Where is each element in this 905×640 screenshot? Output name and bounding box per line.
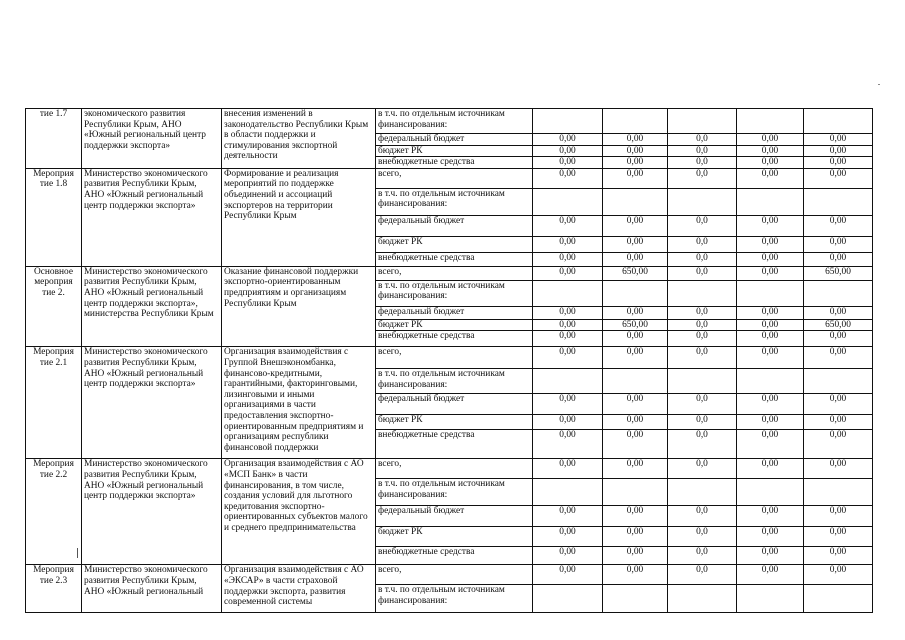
amount-cell: [804, 109, 873, 134]
funding-source-cell: бюджет РК: [376, 319, 533, 331]
amount-cell: 0,0: [668, 306, 737, 319]
amount-cell: 0,00: [804, 252, 873, 266]
amount-cell: 0,0: [668, 157, 737, 169]
table-row: [26, 459, 873, 479]
amount-cell: 0,00: [804, 331, 873, 347]
measure-id-cell: Основное мероприя тие 2.: [26, 266, 82, 347]
funding-source-cell: федеральный бюджет: [376, 306, 533, 319]
executor-cell: экономического развития Республики Крым, АНО «Южный региональный центр поддержки экспорта»: [82, 109, 222, 169]
amount-cell: 0,00: [603, 157, 668, 169]
funding-source-cell: всего,: [376, 565, 533, 585]
amount-cell: 0,0: [668, 459, 737, 479]
funding-source-cell: внебюджетные средства: [376, 331, 533, 347]
amount-cell: 0,00: [603, 331, 668, 347]
amount-cell: 0,00: [533, 215, 603, 236]
amount-cell: 0,0: [668, 252, 737, 266]
amount-cell: 0,00: [603, 134, 668, 146]
amount-cell: 0,00: [603, 459, 668, 479]
amount-cell: 0,00: [737, 145, 804, 157]
funding-source-cell: внебюджетные средства: [376, 157, 533, 169]
amount-cell: [603, 188, 668, 215]
amount-cell: 0,00: [737, 506, 804, 527]
amount-cell: [737, 585, 804, 613]
amount-cell: 0,00: [533, 168, 603, 188]
amount-cell: 0,00: [533, 394, 603, 415]
amount-cell: [804, 188, 873, 215]
amount-cell: 0,00: [603, 527, 668, 547]
amount-cell: 0,00: [533, 415, 603, 430]
measure-id-cell: Мероприя тие 2.2: [26, 459, 82, 565]
amount-cell: 0,00: [737, 347, 804, 369]
table-row: [26, 168, 873, 188]
amount-cell: 0,00: [737, 565, 804, 585]
amount-cell: 0,00: [603, 565, 668, 585]
amount-cell: [533, 369, 603, 394]
amount-cell: 0,00: [737, 306, 804, 319]
amount-cell: 0,00: [603, 236, 668, 252]
amount-cell: 0,00: [804, 459, 873, 479]
amount-cell: [737, 280, 804, 306]
funding-source-cell: в т.ч. по отдельным источникам финансирования:: [376, 369, 533, 394]
amount-cell: 0,00: [737, 547, 804, 565]
funding-source-cell: в т.ч. по отдельным источникам финансирования:: [376, 188, 533, 215]
amount-cell: 0,00: [603, 168, 668, 188]
funding-source-cell: внебюджетные средства: [376, 252, 533, 266]
amount-cell: [533, 188, 603, 215]
measure-id-cell: Мероприя тие 2.1: [26, 347, 82, 459]
amount-cell: 0,0: [668, 506, 737, 527]
executor-cell: Министерство экономического развития Республики Крым, АНО «Южный региональный центр поддержки экспорта», министерства Республики Крым: [82, 266, 222, 347]
amount-cell: 0,00: [737, 134, 804, 146]
amount-cell: 0,0: [668, 134, 737, 146]
funding-source-cell: внебюджетные средства: [376, 547, 533, 565]
amount-cell: 0,0: [668, 236, 737, 252]
funding-source-cell: всего,: [376, 459, 533, 479]
amount-cell: 0,00: [533, 266, 603, 280]
amount-cell: 0,00: [804, 527, 873, 547]
amount-cell: 0,00: [737, 266, 804, 280]
amount-cell: 0,00: [804, 415, 873, 430]
amount-cell: 0,00: [737, 394, 804, 415]
funding-source-cell: федеральный бюджет: [376, 215, 533, 236]
amount-cell: 0,00: [737, 415, 804, 430]
amount-cell: 0,00: [533, 527, 603, 547]
amount-cell: 0,0: [668, 547, 737, 565]
executor-cell: Министерство экономического развития Республики Крым, АНО «Южный региональный центр поддержки экспорта»: [82, 168, 222, 266]
amount-cell: 0,00: [804, 215, 873, 236]
amount-cell: [737, 479, 804, 506]
amount-cell: [533, 109, 603, 134]
amount-cell: 0,00: [804, 168, 873, 188]
executor-cell: Министерство экономического развития Республики Крым, АНО «Южный региональный центр поддержки экспорта»: [82, 347, 222, 459]
amount-cell: [603, 585, 668, 613]
amount-cell: 650,00: [804, 319, 873, 331]
scan-mark: [878, 84, 880, 85]
amount-cell: 0,00: [533, 331, 603, 347]
scan-mark: [77, 548, 78, 558]
table-row: [26, 347, 873, 369]
funding-source-cell: бюджет РК: [376, 415, 533, 430]
amount-cell: 0,00: [603, 347, 668, 369]
amount-cell: [804, 280, 873, 306]
amount-cell: 0,00: [804, 347, 873, 369]
measure-description-cell: Организация взаимодействия с АО «ЭКСАР» в части страховой поддержки экспорта, развития современной системы: [222, 565, 376, 613]
table-row: [26, 266, 873, 280]
funding-source-cell: бюджет РК: [376, 527, 533, 547]
amount-cell: 0,00: [737, 527, 804, 547]
funding-source-cell: в т.ч. по отдельным источникам финансирования:: [376, 479, 533, 506]
amount-cell: 0,00: [603, 252, 668, 266]
funding-source-cell: бюджет РК: [376, 236, 533, 252]
amount-cell: 0,0: [668, 347, 737, 369]
amount-cell: 0,00: [804, 394, 873, 415]
amount-cell: [603, 479, 668, 506]
measure-description-cell: Организация взаимодействия с Группой Внешэкономбанка, финансово-кредитными, гарантийными, факторинговыми, лизинговыми и иными организациями в части предоставления экспортно-ориентированным предприятиям и организациям республики финансовой поддержки: [222, 347, 376, 459]
amount-cell: 0,00: [533, 506, 603, 527]
amount-cell: 0,00: [804, 157, 873, 169]
funding-source-cell: всего,: [376, 347, 533, 369]
amount-cell: 0,0: [668, 565, 737, 585]
table-row: [26, 565, 873, 585]
amount-cell: [804, 585, 873, 613]
amount-cell: 0,00: [737, 459, 804, 479]
amount-cell: [668, 280, 737, 306]
amount-cell: 0,00: [737, 168, 804, 188]
amount-cell: 0,00: [737, 319, 804, 331]
amount-cell: [668, 585, 737, 613]
amount-cell: 0,00: [804, 306, 873, 319]
amount-cell: 0,00: [804, 430, 873, 459]
amount-cell: 0,0: [668, 168, 737, 188]
measure-id-cell: тие 1.7: [26, 109, 82, 169]
amount-cell: 0,0: [668, 319, 737, 331]
amount-cell: [533, 585, 603, 613]
measure-id-cell: Мероприя тие 2.3: [26, 565, 82, 613]
amount-cell: [603, 109, 668, 134]
amount-cell: 650,00: [603, 266, 668, 280]
amount-cell: [668, 369, 737, 394]
amount-cell: 650,00: [603, 319, 668, 331]
funding-source-cell: всего,: [376, 168, 533, 188]
amount-cell: 0,00: [603, 394, 668, 415]
amount-cell: 0,00: [603, 506, 668, 527]
amount-cell: 0,00: [804, 236, 873, 252]
funding-source-cell: бюджет РК: [376, 145, 533, 157]
amount-cell: 0,0: [668, 331, 737, 347]
amount-cell: 0,00: [804, 134, 873, 146]
funding-source-cell: федеральный бюджет: [376, 134, 533, 146]
amount-cell: 0,00: [804, 547, 873, 565]
amount-cell: 0,00: [804, 145, 873, 157]
funding-source-cell: в т.ч. по отдельным источникам финансирования:: [376, 280, 533, 306]
amount-cell: [603, 280, 668, 306]
executor-cell: Министерство экономического развития Республики Крым, АНО «Южный региональный центр поддержки экспорта»: [82, 459, 222, 565]
amount-cell: 0,00: [533, 157, 603, 169]
amount-cell: 0,00: [603, 415, 668, 430]
amount-cell: 0,00: [603, 145, 668, 157]
amount-cell: 0,00: [533, 145, 603, 157]
amount-cell: 0,00: [533, 236, 603, 252]
amount-cell: 0,00: [737, 430, 804, 459]
amount-cell: [737, 109, 804, 134]
financing-table: [25, 108, 873, 613]
amount-cell: 0,00: [533, 547, 603, 565]
amount-cell: 0,00: [533, 134, 603, 146]
amount-cell: 0,00: [737, 252, 804, 266]
amount-cell: 0,0: [668, 215, 737, 236]
amount-cell: 0,0: [668, 266, 737, 280]
amount-cell: 0,00: [804, 506, 873, 527]
funding-source-cell: в т.ч. по отдельным источникам финансирования:: [376, 585, 533, 613]
amount-cell: [737, 188, 804, 215]
amount-cell: 0,00: [737, 157, 804, 169]
measure-id-cell: Мероприя тие 1.8: [26, 168, 82, 266]
amount-cell: 0,0: [668, 394, 737, 415]
amount-cell: 0,00: [737, 215, 804, 236]
funding-source-cell: внебюджетные средства: [376, 430, 533, 459]
amount-cell: 0,00: [603, 215, 668, 236]
amount-cell: 0,00: [603, 306, 668, 319]
amount-cell: 0,00: [737, 331, 804, 347]
measure-description-cell: Оказание финансовой поддержки экспортно-ориентированным предприятиям и организациям Республики Крым: [222, 266, 376, 347]
amount-cell: 0,00: [533, 319, 603, 331]
amount-cell: 0,00: [533, 252, 603, 266]
amount-cell: 0,00: [737, 236, 804, 252]
funding-source-cell: федеральный бюджет: [376, 506, 533, 527]
amount-cell: [668, 188, 737, 215]
amount-cell: 0,00: [533, 565, 603, 585]
amount-cell: 0,0: [668, 430, 737, 459]
amount-cell: 0,0: [668, 415, 737, 430]
measure-description-cell: внесения изменений в законодательство Республики Крым в области поддержки и стимулирования экспортной деятельности: [222, 109, 376, 169]
amount-cell: [737, 369, 804, 394]
funding-source-cell: всего,: [376, 266, 533, 280]
amount-cell: 0,00: [603, 547, 668, 565]
amount-cell: 0,0: [668, 145, 737, 157]
amount-cell: 0,00: [603, 430, 668, 459]
funding-source-cell: в т.ч. по отдельным источникам финансирования:: [376, 109, 533, 134]
amount-cell: [533, 280, 603, 306]
amount-cell: [804, 369, 873, 394]
executor-cell: Министерство экономического развития Республики Крым, АНО «Южный региональный: [82, 565, 222, 613]
amount-cell: [668, 109, 737, 134]
amount-cell: 0,00: [533, 306, 603, 319]
amount-cell: 0,00: [533, 459, 603, 479]
amount-cell: 0,00: [533, 347, 603, 369]
amount-cell: 650,00: [804, 266, 873, 280]
amount-cell: [603, 369, 668, 394]
amount-cell: 0,0: [668, 527, 737, 547]
measure-description-cell: Организация взаимодействия с АО «МСП Банк» в части финансирования, в том числе, создания условий для льготного кредитования экспортно-ориентированных субъектов малого и среднего предпринимательства: [222, 459, 376, 565]
amount-cell: 0,00: [804, 565, 873, 585]
table-row: [26, 109, 873, 134]
amount-cell: [533, 479, 603, 506]
amount-cell: [668, 479, 737, 506]
funding-source-cell: федеральный бюджет: [376, 394, 533, 415]
measure-description-cell: Формирование и реализация мероприятий по поддержке объединений и ассоциаций экспортеров на территории Республики Крым: [222, 168, 376, 266]
amount-cell: 0,00: [533, 430, 603, 459]
amount-cell: [804, 479, 873, 506]
